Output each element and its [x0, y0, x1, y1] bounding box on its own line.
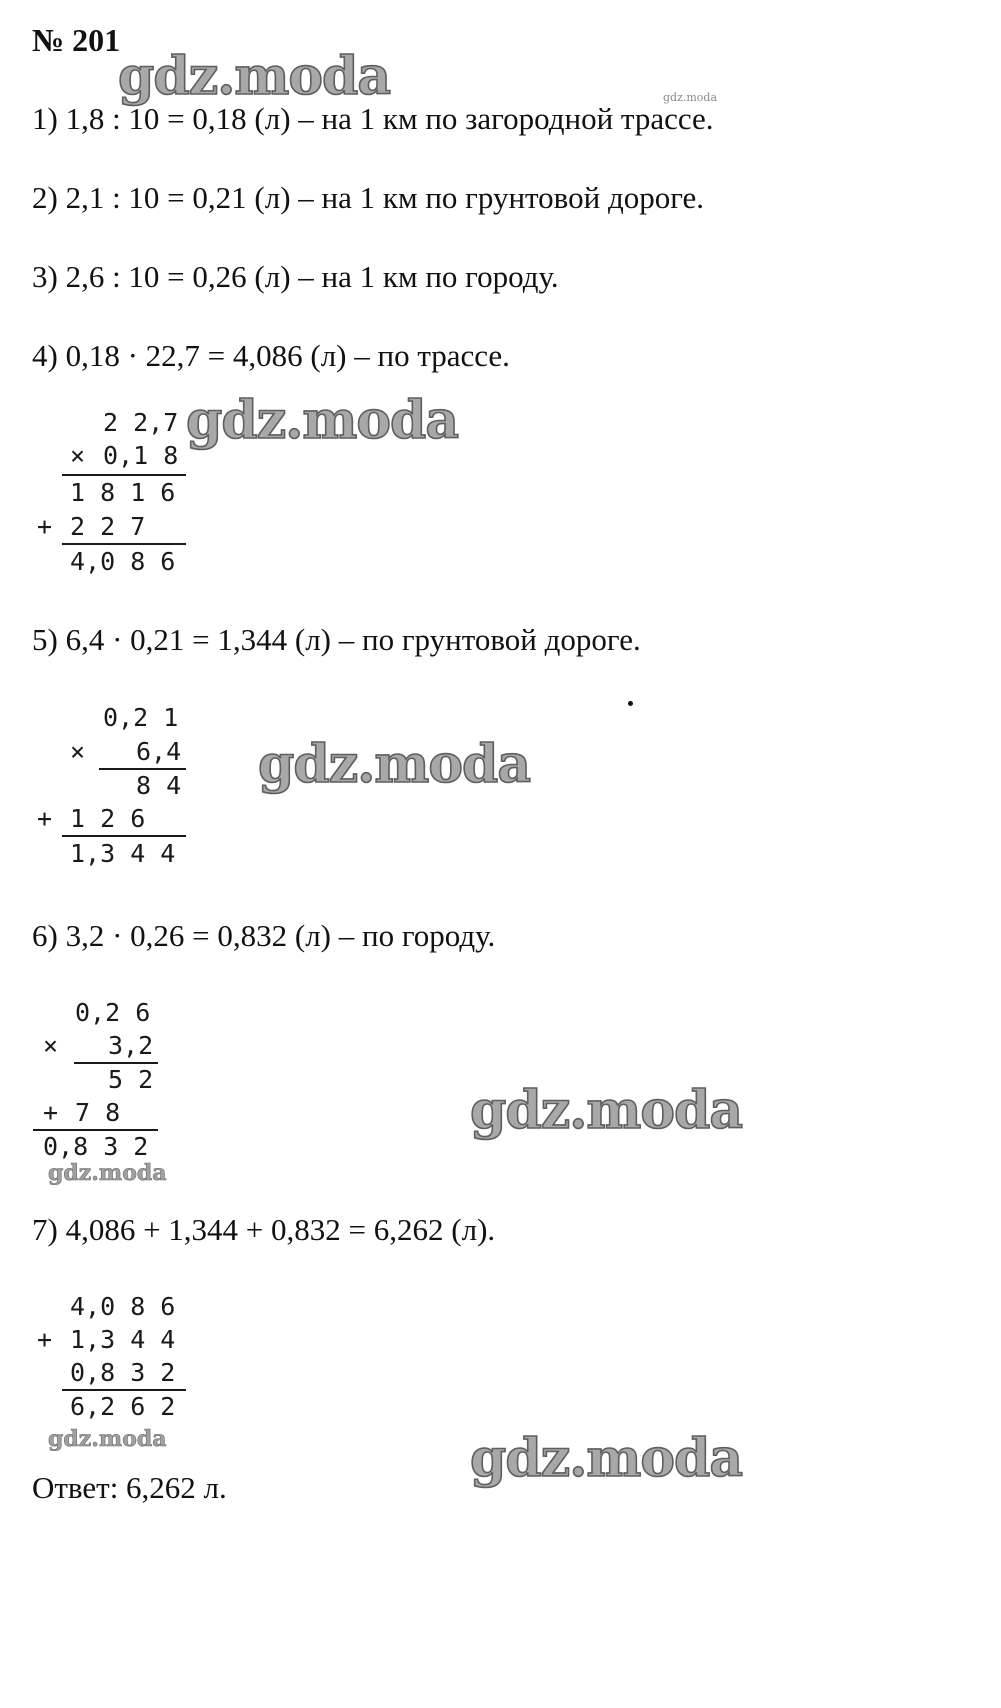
step-6: 6) 3,2 · 0,26 = 0,832 (л) – по городу.: [32, 918, 496, 953]
watermark-bottom: gdz.moda: [470, 1428, 743, 1489]
calc5-partial1: 8 4: [136, 771, 182, 800]
answer: Ответ: 6,262 л.: [32, 1470, 227, 1505]
step-4: 4) 0,18 · 22,7 = 4,086 (л) – по трассе.: [32, 338, 510, 373]
calc6-plus: +: [43, 1098, 59, 1127]
step-5: 5) 6,4 · 0,21 = 1,344 (л) – по грунтовой дороге.: [32, 622, 641, 657]
watermark-small-1: gdz.moda: [48, 1160, 167, 1186]
calc7-rule: [62, 1389, 186, 1391]
calc6-rule-1: [74, 1062, 158, 1064]
step-2: 2) 2,1 : 10 = 0,21 (л) – на 1 км по грунтовой дороге.: [32, 180, 705, 215]
calc7-result: 6,2 6 2: [70, 1392, 176, 1421]
calc4-partial2: 2 2 7: [70, 512, 146, 541]
calc5-rule-1: [99, 768, 186, 770]
calc4-plus: +: [37, 512, 53, 541]
calc6-partial1: 5 2: [108, 1065, 154, 1094]
calc6-factor2: 3,2: [108, 1031, 154, 1060]
calc5-plus: +: [37, 804, 53, 833]
step-7: 7) 4,086 + 1,344 + 0,832 = 6,262 (л).: [32, 1212, 496, 1247]
calc5-result: 1,3 4 4: [70, 839, 176, 868]
watermark-top: gdz.moda: [118, 46, 391, 107]
calc6-partial2: 7 8: [75, 1098, 121, 1127]
calc5-factor1: 0,2 1: [103, 703, 179, 732]
calc5-partial2: 1 2 6: [70, 804, 146, 833]
calc5-sign: ×: [70, 737, 86, 766]
step-3: 3) 2,6 : 10 = 0,26 (л) – на 1 км по городу.: [32, 259, 559, 294]
calc7-addend2: 1,3 4 4: [70, 1325, 176, 1354]
calc7-plus: +: [37, 1325, 53, 1354]
watermark-calc6: gdz.moda: [470, 1080, 743, 1141]
calc4-sign: ×: [70, 441, 86, 470]
calc4-partial1: 1 8 1 6: [70, 478, 176, 507]
calc4-result: 4,0 8 6: [70, 547, 176, 576]
watermark-tiny: gdz.moda: [663, 91, 718, 104]
calc6-rule-2: [33, 1129, 158, 1131]
problem-number: № 201: [32, 22, 121, 58]
calc6-factor1: 0,2 6: [75, 998, 151, 1027]
stray-dot: [628, 701, 633, 706]
calc6-result: 0,8 3 2: [43, 1132, 149, 1161]
calc4-factor2: 0,1 8: [103, 441, 179, 470]
watermark-calc4: gdz.moda: [186, 390, 459, 451]
step-1: 1) 1,8 : 10 = 0,18 (л) – на 1 км по загородной трассе.: [32, 101, 714, 136]
calc4-factor1: 2 2,7: [103, 408, 179, 437]
watermark-small-2: gdz.moda: [48, 1426, 167, 1452]
calc7-addend3: 0,8 3 2: [70, 1358, 176, 1387]
calc4-rule-2: [62, 543, 186, 545]
calc5-factor2: 6,4: [136, 737, 182, 766]
calc7-addend1: 4,0 8 6: [70, 1292, 176, 1321]
calc4-rule-1: [62, 474, 186, 476]
calc5-rule-2: [62, 835, 186, 837]
calc6-sign: ×: [43, 1031, 59, 1060]
watermark-calc5: gdz.moda: [258, 734, 531, 795]
